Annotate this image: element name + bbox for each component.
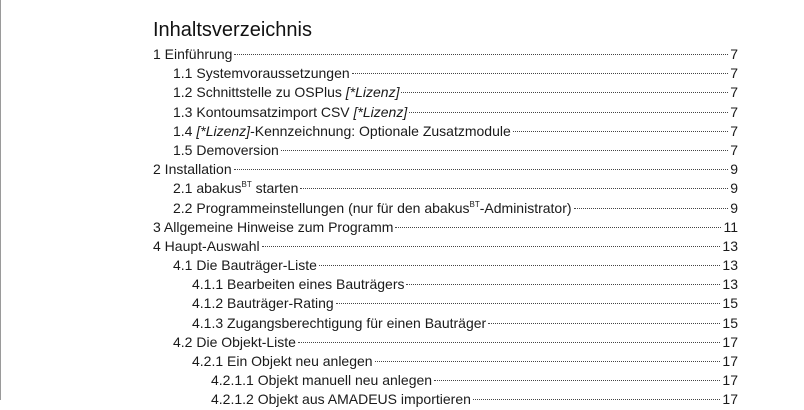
toc-title: Inhaltsverzeichnis bbox=[153, 19, 312, 41]
toc-dot-leader bbox=[406, 284, 720, 285]
toc-dot-leader bbox=[300, 188, 728, 189]
toc-entry[interactable] bbox=[153, 160, 738, 179]
toc-page-number: 11 bbox=[723, 218, 738, 235]
toc-page-number: 7 bbox=[730, 103, 738, 120]
toc-entry[interactable] bbox=[153, 64, 738, 83]
toc-page-number: 7 bbox=[730, 65, 738, 82]
toc-dot-leader bbox=[262, 246, 721, 247]
toc-page-number: 17 bbox=[722, 353, 738, 369]
toc-entry-title: 4.2 Die Objekt-Liste bbox=[173, 333, 296, 350]
toc-dot-leader bbox=[375, 361, 721, 362]
toc-entry-title: 4.2.1 Ein Objekt neu anlegen bbox=[192, 353, 373, 369]
toc-dot-leader bbox=[336, 303, 721, 304]
toc-entry-title: 2.1 abakus$^{BT}$ starten bbox=[173, 180, 299, 197]
toc-page-number: 7 bbox=[730, 141, 738, 158]
toc-entry[interactable] bbox=[153, 314, 738, 333]
toc-page-number: 7 bbox=[730, 122, 738, 139]
toc-dot-leader bbox=[513, 131, 728, 132]
toc-entry-title: 1.5 Demoversion bbox=[173, 141, 279, 158]
toc-page-number: 9 bbox=[730, 180, 738, 197]
toc-entry[interactable] bbox=[153, 103, 738, 122]
toc-entry[interactable] bbox=[153, 83, 738, 102]
toc-entry[interactable] bbox=[153, 371, 738, 390]
toc-dot-leader bbox=[234, 169, 729, 170]
toc-dot-leader bbox=[319, 265, 720, 266]
toc-entry-title: 4 Haupt-Auswahl bbox=[153, 237, 260, 254]
toc-entry[interactable] bbox=[153, 256, 738, 275]
toc-page-number: 7 bbox=[730, 46, 738, 62]
toc-entry-title: 4.1.2 Bauträger-Rating bbox=[192, 295, 334, 312]
toc-dot-leader bbox=[401, 92, 728, 93]
page-edge bbox=[0, 0, 1, 400]
toc-entry-title: 1.2 Schnittstelle zu OSPlus [*Lizenz] bbox=[173, 84, 400, 101]
toc-page-number: 17 bbox=[722, 333, 738, 350]
toc-dot-leader bbox=[574, 208, 729, 209]
toc-entry-title: 3 Allgemeine Hinweise zum Programm bbox=[153, 218, 394, 235]
toc-page-number: 17 bbox=[722, 372, 738, 389]
toc-entry-title: 1.1 Systemvoraussetzungen bbox=[173, 65, 350, 82]
toc-page-number: 7 bbox=[730, 84, 738, 101]
toc-dot-leader bbox=[434, 380, 720, 381]
toc-entry-title: 1.3 Kontoumsatzimport CSV [*Lizenz] bbox=[173, 103, 408, 120]
toc-page-number: 17 bbox=[722, 391, 738, 408]
toc-entry[interactable] bbox=[153, 333, 738, 352]
toc-entry[interactable] bbox=[153, 179, 738, 198]
toc-dot-leader bbox=[298, 342, 720, 343]
toc-entry[interactable] bbox=[153, 275, 738, 294]
toc-dot-leader bbox=[352, 73, 729, 74]
toc-entry-title: 2.2 Programmeinstellungen (nur für den abakus$^{BT}$-Administrator) bbox=[173, 199, 572, 216]
toc-dot-leader bbox=[409, 112, 728, 113]
toc-entry-title: 4.1.3 Zugangsberechtigung für einen Bauträger bbox=[192, 314, 487, 331]
toc-dot-leader bbox=[234, 54, 728, 55]
toc-entry-list bbox=[153, 45, 738, 410]
toc-page-number: 13 bbox=[722, 276, 738, 293]
toc-entry-title: 1 Einführung bbox=[153, 46, 233, 62]
toc-entry[interactable] bbox=[153, 352, 738, 371]
toc-entry[interactable] bbox=[153, 294, 738, 313]
table-of-contents bbox=[153, 16, 738, 410]
toc-entry[interactable] bbox=[153, 218, 738, 237]
toc-entry-title: 1.4 [*Lizenz]-Kennzeichnung: Optionale Zusatzmodule bbox=[173, 122, 511, 139]
toc-entry-title: 2 Installation bbox=[153, 161, 232, 178]
toc-dot-leader bbox=[395, 227, 721, 228]
toc-page-number: 9 bbox=[730, 199, 738, 216]
toc-dot-leader bbox=[281, 150, 728, 151]
toc-entry-title: 4.2.1.2 Objekt aus AMADEUS importieren bbox=[211, 391, 471, 408]
toc-entry[interactable] bbox=[153, 141, 738, 160]
toc-page-number: 9 bbox=[730, 161, 738, 178]
toc-entry-title: 4.1 Die Bauträger-Liste bbox=[173, 257, 317, 274]
toc-page-number: 15 bbox=[722, 295, 738, 312]
toc-entry-title: 4.1.1 Bearbeiten eines Bauträgers bbox=[192, 276, 405, 293]
toc-page-number: 13 bbox=[722, 257, 738, 274]
toc-entry[interactable] bbox=[153, 122, 738, 141]
toc-dot-leader bbox=[488, 323, 720, 324]
toc-page-number: 15 bbox=[722, 314, 738, 331]
toc-page-number: 13 bbox=[722, 237, 738, 254]
toc-entry[interactable] bbox=[153, 237, 738, 256]
toc-entry[interactable] bbox=[153, 199, 738, 218]
toc-entry-title: 4.2.1.1 Objekt manuell neu anlegen bbox=[211, 372, 433, 389]
toc-entry[interactable] bbox=[153, 45, 738, 64]
